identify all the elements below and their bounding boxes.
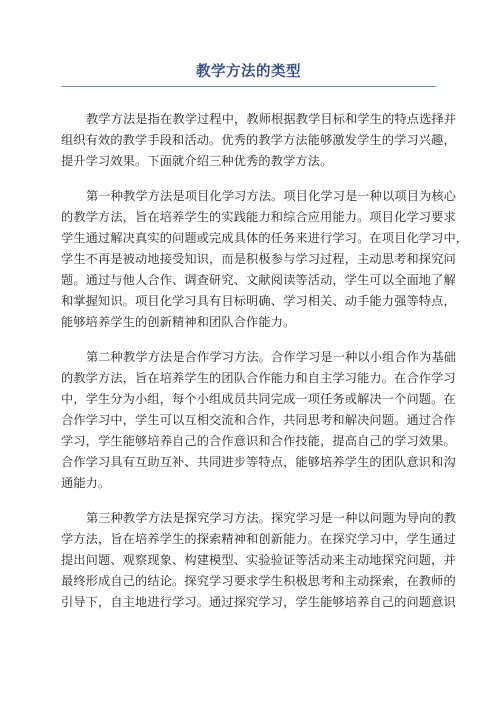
text-line: 的教学方法，旨在培养学生的实践能力和综合应用能力。项目化学习要求 xyxy=(61,210,456,224)
text-line: 和掌握知识。项目化学习具有目标明确、学习相关、动手能力强等特点， xyxy=(61,294,456,308)
page-title: 教学方法的类型 xyxy=(196,63,301,80)
text-line: 最终形成自己的结论。探究学习要求学生积极思考和主动探索，在教师的 xyxy=(61,574,456,588)
text-line: 第三种教学方法是探究学习方法。探究学习是一种以问题为导向的教 xyxy=(86,511,457,525)
text-line: 学习，学生能够培养自己的合作意识和合作技能，提高自己的学习效果。 xyxy=(61,434,456,448)
paragraph-inquiry-learning xyxy=(61,508,457,613)
paragraph-cooperative-learning xyxy=(61,347,457,494)
text-line: 教学方法是指在教学过程中，教师根据教学目标和学生的特点选择并 xyxy=(86,112,457,126)
text-line: 中，学生分为小组，每个小组成员共同完成一项任务或解决一个问题。在 xyxy=(61,392,456,406)
text-line: 提出问题、观察现象、构建模型、实验验证等活动来主动地探究问题，并 xyxy=(61,553,456,567)
text-line: 通能力。 xyxy=(61,476,111,490)
text-line: 学生通过解决真实的问题或完成具体的任务来进行学习。在项目化学习中， xyxy=(61,231,469,245)
text-line: 的教学方法，旨在培养学生的团队合作能力和自主学习能力。在合作学习 xyxy=(61,371,456,385)
text-line: 提升学习效果。下面就介绍三种优秀的教学方法。 xyxy=(61,154,333,168)
text-line: 题。通过与他人合作、调查研究、文献阅读等活动，学生可以全面地了解 xyxy=(61,273,456,287)
paragraph-intro xyxy=(61,109,457,172)
text-line: 第一种教学方法是项目化学习方法。项目化学习是一种以项目为核心 xyxy=(86,189,457,203)
paragraph-project-learning xyxy=(61,186,469,333)
text-line: 合作学习中，学生可以互相交流和合作，共同思考和解决问题。通过合作 xyxy=(61,413,456,427)
text-line: 引导下，自主地进行学习。通过探究学习，学生能够培养自己的问题意识 xyxy=(61,595,456,609)
text-line: 学方法，旨在培养学生的探索精神和创新能力。在探究学习中，学生通过 xyxy=(61,532,456,546)
text-line: 第二种教学方法是合作学习方法。合作学习是一种以小组合作为基础 xyxy=(86,350,457,364)
title-underline xyxy=(61,86,436,87)
text-line: 组织有效的教学手段和活动。优秀的教学方法能够激发学生的学习兴趣， xyxy=(61,133,456,147)
text-line: 合作学习具有互助互补、共同进步等特点，能够培养学生的团队意识和沟 xyxy=(61,455,456,469)
text-line: 能够培养学生的创新精神和团队合作能力。 xyxy=(61,315,296,329)
text-line: 学生不再是被动地接受知识，而是积极参与学习过程，主动思考和探究问 xyxy=(61,252,456,266)
